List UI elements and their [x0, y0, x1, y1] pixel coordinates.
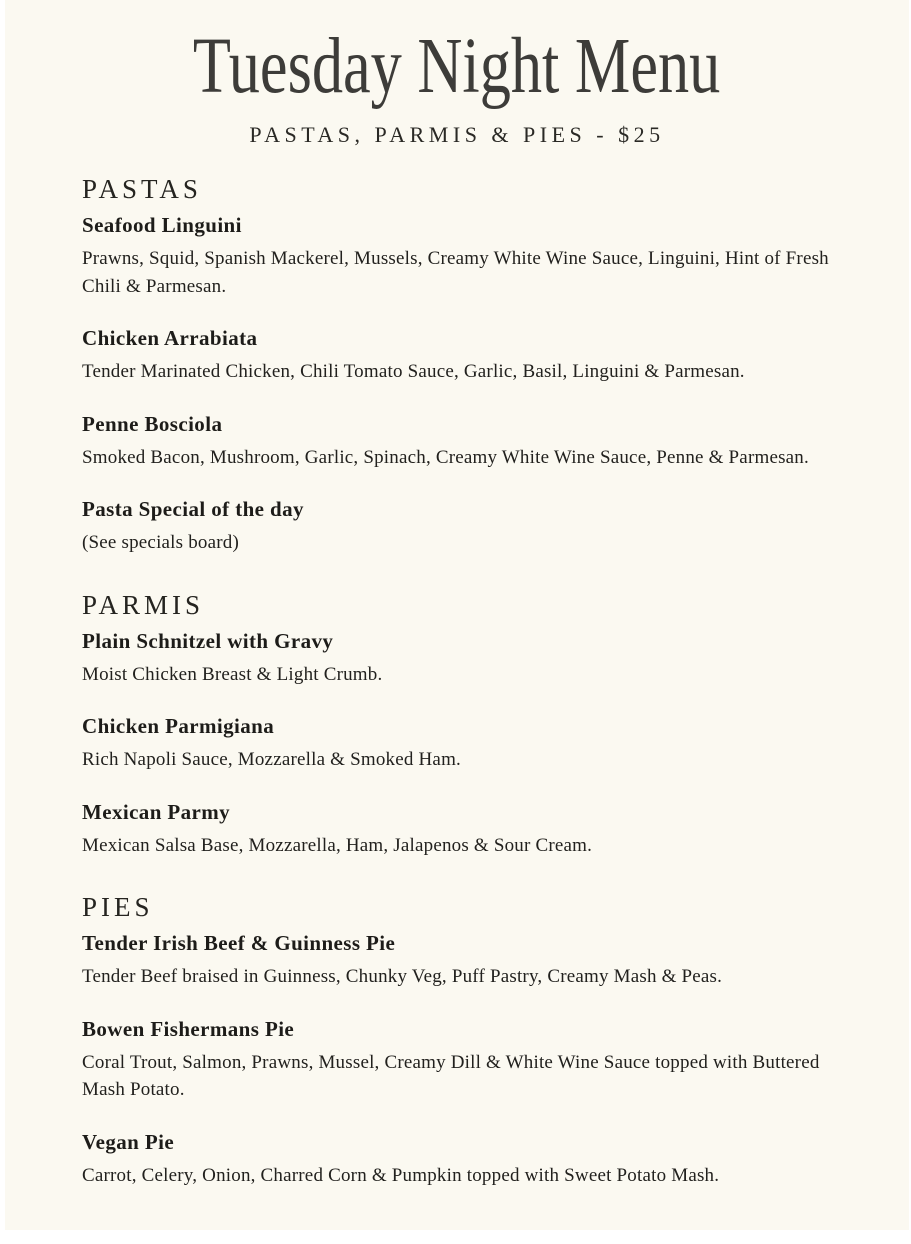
menu-item [82, 497, 829, 557]
menu-item-description: Coral Trout, Salmon, Prawns, Mussel, Creamy Dill & White Wine Sauce topped with Buttered Mash Potato. [82, 1051, 820, 1101]
menu-section [82, 174, 829, 557]
menu-item-name: Mexican Parmy [82, 799, 231, 824]
menu-item-description: (See specials board) [82, 532, 239, 554]
menu-item-description: Prawns, Squid, Spanish Mackerel, Mussels, Creamy White Wine Sauce, Linguini, Hint of Fresh Chili & Parmesan. [82, 248, 829, 297]
menu-item-name: Vegan Pie [82, 1130, 175, 1155]
menu-item [82, 213, 829, 300]
section-heading: PARMIS [82, 589, 205, 620]
menu-item [82, 931, 829, 991]
menu-item-description: Tender Beef braised in Guinness, Chunky Veg, Puff Pastry, Creamy Mash & Peas. [82, 966, 723, 988]
menu-item [82, 412, 829, 472]
menu-item-description: Mexican Salsa Base, Mozzarella, Ham, Jalapenos & Sour Cream. [82, 834, 593, 856]
section-items [82, 629, 829, 860]
menu-item-name: Tender Irish Beef & Guinness Pie [82, 931, 396, 956]
section-heading: PIES [82, 892, 154, 923]
menu-item-name: Plain Schnitzel with Gravy [82, 628, 334, 653]
menu-item-description: Moist Chicken Breast & Light Crumb. [82, 663, 383, 685]
menu-item-description: Smoked Bacon, Mushroom, Garlic, Spinach, Creamy White Wine Sauce, Penne & Parmesan. [82, 446, 809, 468]
menu-item [82, 1017, 829, 1104]
menu-header [5, 20, 909, 148]
menu-page [5, 0, 909, 1230]
menu-item-name: Bowen Fishermans Pie [82, 1016, 295, 1041]
menu-section [82, 892, 829, 1189]
menu-item-description: Tender Marinated Chicken, Chili Tomato Sauce, Garlic, Basil, Linguini & Parmesan. [82, 361, 745, 383]
menu-item-name: Penne Bosciola [82, 411, 223, 436]
menu-sections [5, 174, 909, 1190]
menu-item-name: Seafood Linguini [82, 213, 242, 237]
page-title: Tuesday Night Menu [193, 21, 721, 110]
menu-item-name: Chicken Parmigiana [82, 714, 275, 739]
menu-item-name: Chicken Arrabiata [82, 326, 258, 351]
section-items [82, 213, 829, 557]
menu-item-name: Pasta Special of the day [82, 497, 304, 522]
menu-item [82, 326, 829, 386]
section-items [82, 931, 829, 1189]
menu-item-description: Rich Napoli Sauce, Mozzarella & Smoked Ham. [82, 749, 461, 771]
menu-section [82, 590, 829, 860]
menu-item [82, 714, 829, 774]
menu-item [82, 1130, 829, 1190]
menu-item [82, 800, 829, 860]
menu-title-wrap [5, 20, 909, 110]
page-subtitle: PASTAS, PARMIS & PIES - $25 [249, 122, 665, 147]
menu-item [82, 629, 829, 689]
menu-item-description: Carrot, Celery, Onion, Charred Corn & Pumpkin topped with Sweet Potato Mash. [82, 1165, 720, 1187]
section-heading: PASTAS [82, 174, 202, 204]
